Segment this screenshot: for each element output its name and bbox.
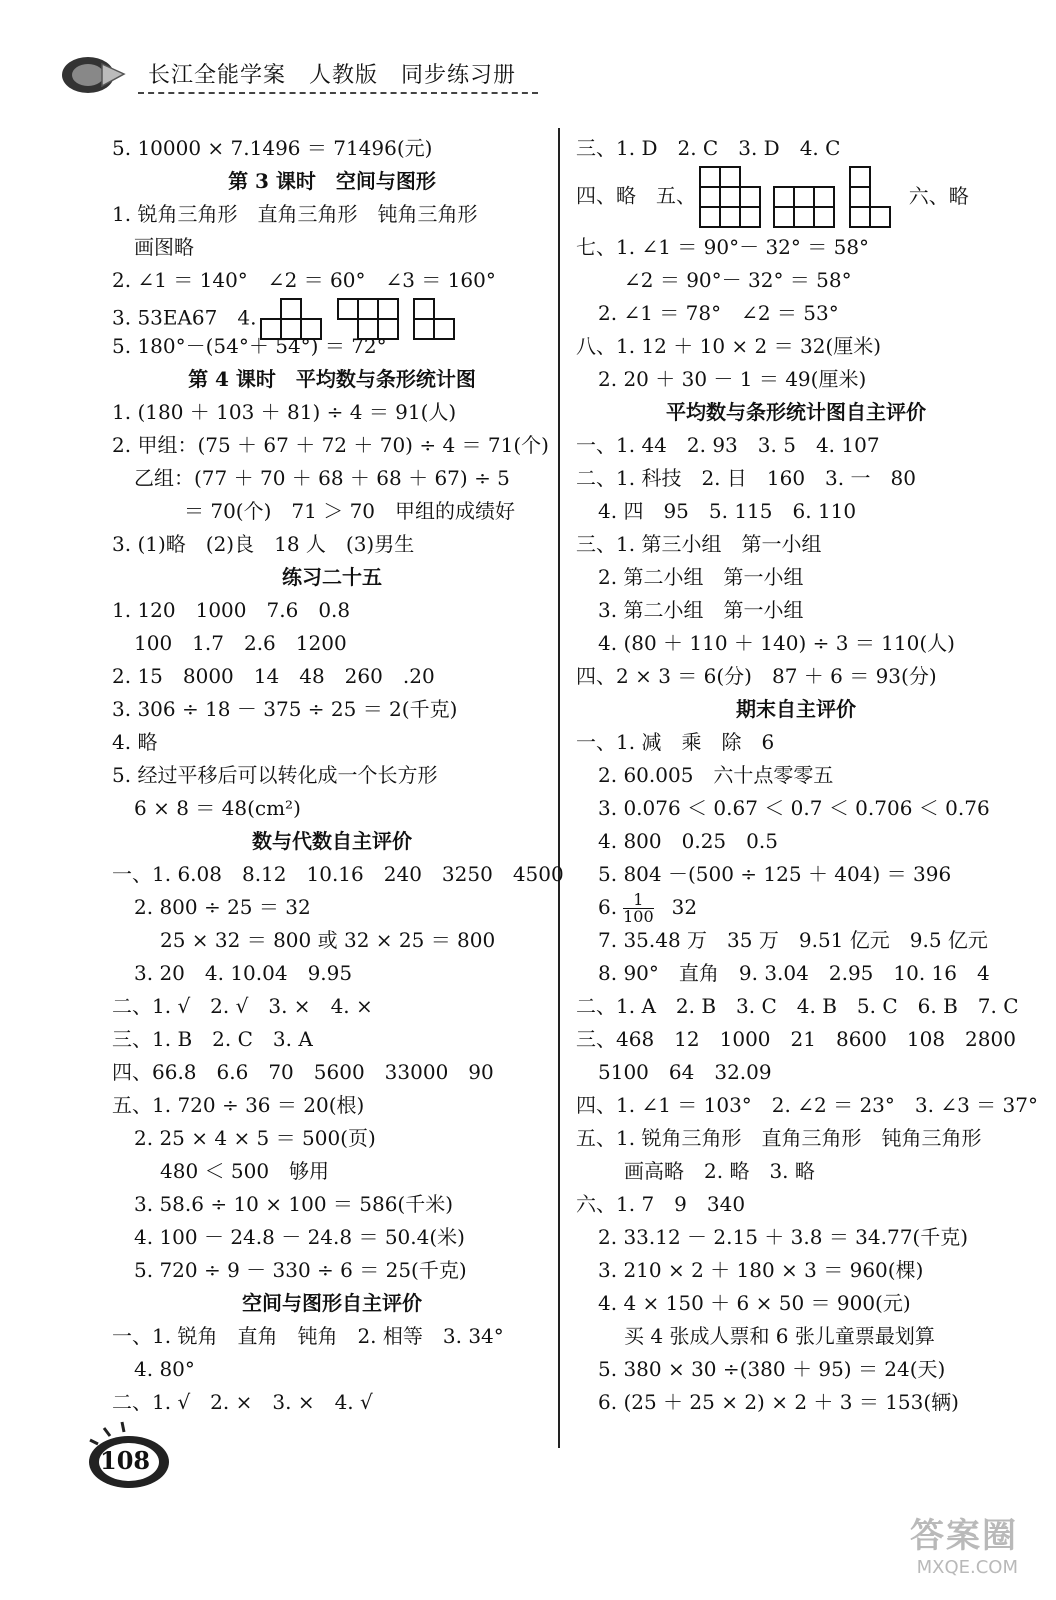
view-shape-a-icon	[696, 165, 764, 229]
answer-line	[112, 1221, 552, 1254]
answer-text: 第 3 课时 空间与图形	[228, 169, 436, 193]
answer-text: 三、468 12 1000 21 8600 108 2800	[576, 1027, 1016, 1051]
answer-text: 5100 64 32.09	[598, 1060, 772, 1084]
answer-line	[576, 1320, 1016, 1353]
answer-line	[112, 264, 552, 297]
answer-line	[576, 1221, 1016, 1254]
view-shape-b-icon	[770, 165, 838, 229]
answer-line	[576, 297, 1016, 330]
answer-line	[576, 759, 1016, 792]
answer-line	[112, 297, 552, 330]
answer-line	[576, 429, 1016, 462]
header-title: 长江全能学案 人教版 同步练习册	[148, 63, 517, 88]
answer-text: 2. ∠1 ＝ 78° ∠2 ＝ 53°	[598, 301, 839, 325]
answer-line	[576, 660, 1016, 693]
answer-text: 二、1. A 2. B 3. C 4. B 5. C 6. B 7. C	[576, 994, 1019, 1018]
answer-text: 空间与图形自主评价	[242, 1291, 422, 1315]
answer-text: 4. 100 － 24.8 － 24.8 ＝ 50.4(米)	[134, 1225, 465, 1249]
watermark	[858, 1508, 1018, 1590]
left-column	[112, 132, 564, 1419]
answer-text: 1. (180 ＋ 103 ＋ 81) ÷ 4 ＝ 91(人)	[112, 400, 457, 424]
answer-text: 7. 35.48 万 35 万 9.51 亿元 9.5 亿元	[598, 928, 988, 952]
answer-line	[576, 1254, 1016, 1287]
answer-text: 2. 33.12 － 2.15 ＋ 3.8 ＝ 34.77(千克)	[598, 1225, 969, 1249]
answer-line	[112, 1188, 552, 1221]
answer-line	[576, 594, 1016, 627]
answer-text: 3. 53EA67 4.	[112, 305, 257, 330]
watermark-line2: MXQE.COM	[916, 1557, 1018, 1578]
answer-text: 3. 第二小组 第一小组	[598, 598, 804, 622]
answer-text: 六、1. 7 9 340	[576, 1192, 746, 1216]
answer-line	[576, 330, 1016, 363]
answer-line	[576, 495, 1016, 528]
answer-text: 5. 380 × 30 ÷(380 ＋ 95) ＝ 24(天)	[598, 1357, 946, 1381]
answer-text: 四、66.8 6.6 70 5600 33000 90	[112, 1060, 494, 1084]
answer-line	[112, 1320, 552, 1353]
answer-line	[112, 891, 552, 924]
answer-line	[112, 330, 552, 363]
answer-text: 乙组：(77 ＋ 70 ＋ 68 ＋ 68 ＋ 67) ÷ 5	[134, 466, 510, 490]
answer-line	[112, 231, 552, 264]
answer-text: 3. 306 ÷ 18 － 375 ÷ 25 ＝ 2(千克)	[112, 697, 458, 721]
answer-text: 3. 0.076 ＜ 0.67 ＜ 0.7 ＜ 0.706 ＜ 0.76	[598, 796, 990, 820]
answer-line	[112, 858, 564, 891]
answer-line	[576, 627, 1016, 660]
answer-line	[112, 1122, 552, 1155]
answer-line	[112, 1023, 552, 1056]
page-number: 108	[100, 1446, 151, 1475]
answer-line	[576, 924, 1016, 957]
answer-text: 6.	[598, 895, 618, 919]
answer-line	[576, 1353, 1016, 1386]
answer-line	[576, 792, 1016, 825]
answer-line	[576, 231, 1016, 264]
answer-text: 一、1. 减 乘 除 6	[576, 730, 775, 754]
answer-text-after: 六、略	[908, 183, 969, 208]
watermark-line1: 答案圈	[910, 1516, 1018, 1556]
answer-line	[576, 990, 1019, 1023]
answer-text: 平均数与条形统计图自主评价	[666, 400, 926, 424]
answer-text: 3. 210 × 2 ＋ 180 × 3 ＝ 960(棵)	[598, 1258, 924, 1282]
answer-text: 2. 20 ＋ 30 － 1 ＝ 49(厘米)	[598, 367, 867, 391]
right-column	[576, 132, 1038, 1419]
answer-line	[112, 1056, 552, 1089]
answer-text: 1. 锐角三角形 直角三角形 钝角三角形	[112, 202, 478, 226]
fraction-denominator: 100	[623, 907, 654, 926]
answer-text: 5. 720 ÷ 9 － 330 ÷ 6 ＝ 25(千克)	[134, 1258, 467, 1282]
section-heading	[576, 693, 1016, 726]
three-view-drawings	[696, 165, 895, 229]
answer-text: 4. 四 95 5. 115 6. 110	[598, 499, 857, 523]
answer-line	[112, 990, 552, 1023]
answer-text: 6 × 8 ＝ 48(cm²)	[134, 796, 301, 820]
answer-text: 五、1. 锐角三角形 直角三角形 钝角三角形	[576, 1126, 982, 1150]
answer-line	[576, 264, 1016, 297]
section-heading	[112, 165, 552, 198]
answer-text: 2. 60.005 六十点零零五	[598, 763, 834, 787]
header-divider	[138, 92, 538, 94]
answer-line	[112, 1353, 552, 1386]
answer-text: 练习二十五	[282, 565, 382, 589]
section-heading	[576, 396, 1016, 429]
answer-text: 4. 800 0.25 0.5	[598, 829, 778, 853]
answer-text: 5. 经过平移后可以转化成一个长方形	[112, 763, 438, 787]
answer-line	[112, 627, 552, 660]
answer-line	[576, 726, 1016, 759]
answer-line	[112, 198, 552, 231]
answer-text: 2. 第二小组 第一小组	[598, 565, 804, 589]
answer-text: 画图略	[134, 235, 194, 259]
page-header	[58, 52, 538, 98]
answer-text: 2. 25 × 4 × 5 ＝ 500(页)	[134, 1126, 376, 1150]
answer-line	[112, 660, 552, 693]
answer-text: 3. 20 4. 10.04 9.95	[134, 961, 353, 985]
answer-text: 4. (80 ＋ 110 ＋ 140) ÷ 3 ＝ 110(人)	[598, 631, 955, 655]
answer-text: 3. 58.6 ÷ 10 × 100 ＝ 586(千米)	[134, 1192, 454, 1216]
answer-line	[576, 132, 1016, 165]
answer-line	[576, 891, 1016, 924]
answer-text: 2. ∠1 ＝ 140° ∠2 ＝ 60° ∠3 ＝ 160°	[112, 268, 496, 292]
answer-text: 2. 800 ÷ 25 ＝ 32	[134, 895, 311, 919]
answer-text: 五、1. 720 ÷ 36 ＝ 20(根)	[112, 1093, 365, 1117]
answer-line	[576, 825, 1016, 858]
answer-text: 100 1.7 2.6 1200	[134, 631, 347, 655]
answer-text: ＝ 70(个) 71 ＞ 70 甲组的成绩好	[184, 499, 516, 523]
answer-text: 三、1. D 2. C 3. D 4. C	[576, 136, 841, 160]
answer-text: ∠2 ＝ 90°－ 32° ＝ 58°	[624, 268, 852, 292]
answer-line	[112, 726, 552, 759]
answer-text: 买 4 张成人票和 6 张儿童票最划算	[624, 1324, 935, 1348]
answer-line	[112, 396, 552, 429]
answer-text: 6. (25 ＋ 25 × 2) × 2 ＋ 3 ＝ 153(辆)	[598, 1390, 959, 1414]
fraction-numerator: 1	[623, 892, 654, 909]
answer-text: 4. 略	[112, 730, 158, 754]
answer-line	[576, 1122, 1016, 1155]
answer-text: 八、1. 12 ＋ 10 × 2 ＝ 32(厘米)	[576, 334, 882, 358]
answer-text: 8. 90° 直角 9. 3.04 2.95 10. 16 4	[598, 961, 990, 985]
answer-line	[576, 957, 1016, 990]
answer-line	[576, 1386, 1016, 1419]
section-heading	[112, 1287, 552, 1320]
section-heading	[112, 363, 552, 396]
answer-line	[576, 1056, 1016, 1089]
answer-line	[112, 1155, 552, 1188]
answer-line	[112, 495, 552, 528]
answer-text: 一、1. 锐角 直角 钝角 2. 相等 3. 34°	[112, 1324, 504, 1348]
answer-line	[576, 165, 1016, 231]
answer-text: 4. 80°	[134, 1357, 195, 1381]
answer-line	[576, 363, 1016, 396]
answer-line	[576, 462, 1016, 495]
section-heading	[112, 561, 552, 594]
answer-line	[112, 1254, 552, 1287]
answer-line	[576, 1089, 1038, 1122]
section-heading	[112, 825, 552, 858]
answer-text: 二、1. 科技 2. 日 160 3. 一 80	[576, 466, 916, 490]
answer-line	[112, 132, 552, 165]
answer-line	[112, 462, 552, 495]
answer-text: 一、1. 44 2. 93 3. 5 4. 107	[576, 433, 880, 457]
answer-line	[112, 792, 552, 825]
answer-line	[112, 528, 552, 561]
answer-text: 七、1. ∠1 ＝ 90°－ 32° ＝ 58°	[576, 235, 870, 259]
answer-text: 480 ＜ 500 够用	[160, 1159, 330, 1183]
answer-line	[112, 693, 552, 726]
answer-text: 二、1. √ 2. √ 3. × 4. ×	[112, 994, 373, 1018]
answer-text: 期末自主评价	[736, 697, 856, 721]
answer-text: 画高略 2. 略 3. 略	[624, 1159, 815, 1183]
answer-text: 数与代数自主评价	[252, 829, 412, 853]
answer-line	[576, 1188, 1016, 1221]
answer-text: 第 4 课时 平均数与条形统计图	[188, 367, 476, 391]
answer-text: 5. 10000 × 7.1496 ＝ 71496(元)	[112, 136, 433, 160]
answer-text-after: 32	[671, 895, 698, 919]
answer-line	[112, 1386, 552, 1419]
answer-text: 三、1. 第三小组 第一小组	[576, 532, 822, 556]
answer-text: 三、1. B 2. C 3. A	[112, 1027, 313, 1051]
view-shape-c-icon	[845, 165, 895, 229]
answer-text: 25 × 32 ＝ 800 或 32 × 25 ＝ 800	[160, 928, 496, 952]
answer-line	[112, 429, 552, 462]
answer-text: 5. 804 －(500 ÷ 125 ＋ 404) ＝ 396	[598, 862, 952, 886]
answer-text: 5. 180°－(54°＋ 54°) ＝ 72°	[112, 334, 387, 358]
answer-text: 一、1. 6.08 8.12 10.16 240 3250 4500	[112, 862, 564, 886]
answer-text: 3. (1)略 (2)良 18 人 (3)男生	[112, 532, 415, 556]
book-logo-icon	[58, 52, 130, 98]
answer-line	[576, 561, 1016, 594]
answer-text: 四、2 × 3 ＝ 6(分) 87 ＋ 6 ＝ 93(分)	[576, 664, 937, 688]
answer-text: 4. 4 × 150 ＋ 6 × 50 ＝ 900(元)	[598, 1291, 911, 1315]
column-divider	[558, 128, 560, 1448]
answer-text: 1. 120 1000 7.6 0.8	[112, 598, 351, 622]
answer-line	[576, 858, 1016, 891]
answer-text: 二、1. √ 2. × 3. × 4. √	[112, 1390, 373, 1414]
answer-text: 2. 15 8000 14 48 260 .20	[112, 664, 435, 688]
fraction	[623, 892, 654, 925]
answer-line	[112, 957, 552, 990]
answer-text: 四、略 五、	[576, 183, 696, 208]
answer-text: 2. 甲组：(75 ＋ 67 ＋ 72 ＋ 70) ÷ 4 ＝ 71(个)	[112, 433, 549, 457]
answer-line	[576, 1287, 1016, 1320]
answer-line	[576, 528, 1016, 561]
answer-line	[576, 1155, 1016, 1188]
answer-line	[112, 759, 552, 792]
answer-line	[112, 1089, 552, 1122]
answer-line	[112, 924, 552, 957]
answer-line	[576, 1023, 1016, 1056]
answer-line	[112, 594, 552, 627]
answer-text: 四、1. ∠1 ＝ 103° 2. ∠2 ＝ 23° 3. ∠3 ＝ 37°	[576, 1093, 1038, 1117]
